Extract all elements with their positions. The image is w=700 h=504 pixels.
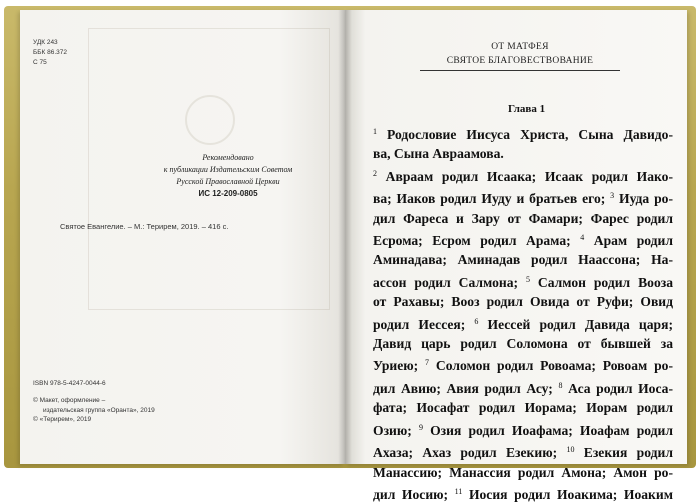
scripture-line bbox=[373, 270, 673, 292]
copyright-line: © Макет, оформление – bbox=[33, 397, 106, 404]
verse-number: 2 bbox=[373, 168, 377, 178]
verse-text: Озию; bbox=[373, 422, 412, 438]
running-header bbox=[370, 40, 670, 68]
verse-text: Ахаза; Ахаз родил Езекию; bbox=[373, 445, 558, 461]
verse-text: Уриею; bbox=[373, 358, 419, 374]
isbn: ISBN 978-5-4247-0044-6 bbox=[33, 380, 106, 387]
chapter-heading: Глава 1 bbox=[508, 103, 546, 115]
scripture-line bbox=[373, 398, 673, 417]
verse-text: Иессей родил Давида царя; bbox=[487, 316, 673, 332]
verse-text: дил Авию; Авия родил Асу; bbox=[373, 380, 553, 396]
verse-number: 8 bbox=[558, 380, 563, 390]
verse-text: Есрома; Есром родил Арама; bbox=[373, 233, 571, 249]
verse-text: Соломон родил Ровоама; Ровоам ро- bbox=[435, 358, 673, 374]
verse-text: Манассию; Манассия родил Амона; Амон ро- bbox=[373, 464, 673, 480]
verse-text: Иуда ро- bbox=[619, 191, 673, 207]
verse-text: Давид царь родил Соломона от бывшей за bbox=[373, 336, 673, 352]
approval-code: ИС 12-209-0805 bbox=[198, 189, 258, 198]
header-rule bbox=[420, 70, 620, 71]
verse-number: 5 bbox=[525, 274, 530, 284]
verse-text: фата; Иосафат родил Иорама; Иорам родил bbox=[373, 400, 673, 416]
copyright-line: © «Терирем», 2019 bbox=[33, 416, 92, 423]
scripture-line bbox=[373, 186, 673, 208]
verse-text: Езекия родил bbox=[583, 445, 673, 461]
scripture-line bbox=[373, 463, 673, 482]
verse-number: 4 bbox=[580, 233, 585, 243]
verse-number: 1 bbox=[373, 127, 377, 136]
udk-code: УДК 243 bbox=[33, 39, 58, 46]
verse-text: Иосия родил Иоакима; Иоаким bbox=[468, 486, 673, 502]
verse-text: Салмон родил Вооза bbox=[537, 274, 673, 290]
recommendation-line: Русской Православной Церкви bbox=[176, 177, 280, 186]
scripture-line bbox=[373, 353, 673, 375]
scripture-line bbox=[373, 164, 673, 186]
scripture-line bbox=[373, 312, 673, 334]
verse-text: от Рахавы; Вооз родил Овида от Руфи; Овид bbox=[373, 294, 673, 310]
scripture-text bbox=[373, 122, 673, 504]
scripture-line bbox=[373, 144, 673, 163]
verse-number: 7 bbox=[425, 358, 430, 368]
scripture-line bbox=[373, 292, 673, 311]
header-gospel: ОТ МАТФЕЯ bbox=[491, 42, 549, 52]
verse-number: 9 bbox=[418, 422, 423, 432]
verse-number: 3 bbox=[610, 191, 615, 201]
scripture-line bbox=[373, 334, 673, 353]
scripture-line bbox=[373, 482, 673, 504]
recommendation-block bbox=[128, 152, 328, 200]
verse-text: Родословие Иисуса Христа, Сына Давидо- bbox=[387, 127, 673, 142]
classification-codes bbox=[33, 38, 67, 68]
scripture-line bbox=[373, 376, 673, 398]
verse-text: Арам родил bbox=[593, 233, 673, 249]
scripture-line bbox=[373, 418, 673, 440]
verse-text: ассон родил Салмона; bbox=[373, 274, 519, 290]
verse-number: 11 bbox=[454, 486, 463, 496]
copyright-line: издательская группа «Оранта», 2019 bbox=[43, 406, 155, 414]
scripture-line bbox=[373, 250, 673, 269]
verse-number: 6 bbox=[474, 316, 479, 326]
verse-text: дил Иосию; bbox=[373, 486, 449, 502]
bbk-code: ББК 86.372 bbox=[33, 49, 68, 56]
scripture-line bbox=[373, 122, 673, 144]
recommendation-line: Рекомендовано bbox=[202, 153, 254, 162]
scripture-line bbox=[373, 440, 673, 462]
verse-text: дил Фареса и Зару от Фамари; Фарес родил bbox=[373, 210, 673, 226]
recommendation-line: к публикации Издательским Советом bbox=[163, 165, 293, 174]
verse-text: Аса родил Иоса- bbox=[568, 380, 673, 396]
verse-text: родил Иессея; bbox=[373, 316, 466, 332]
book-gutter bbox=[338, 10, 352, 464]
verse-text: Озия родил Иоафама; Иоафам родил bbox=[430, 422, 673, 438]
bibliographic-record: Святое Евангелие. – М.: Терирем, 2019. – 416 с. bbox=[60, 222, 229, 231]
verse-text: ва; Иаков родил Иуду и братьев его; bbox=[373, 191, 606, 207]
verse-number: 10 bbox=[566, 445, 575, 455]
scripture-line bbox=[373, 228, 673, 250]
show-through-ornament bbox=[185, 95, 235, 145]
verse-text: Аминадава; Аминадав родил Наассона; На- bbox=[373, 252, 673, 268]
verse-text: Авраам родил Исаака; Исаак родил Иако- bbox=[385, 168, 673, 184]
verse-text: ва, Сына Авраамова. bbox=[373, 146, 504, 162]
author-mark: С 75 bbox=[33, 59, 47, 66]
header-subtitle: СВЯТОЕ БЛАГОВЕСТВОВАНИЕ bbox=[446, 56, 594, 66]
copyright-block bbox=[33, 396, 155, 425]
scripture-line bbox=[373, 209, 673, 228]
